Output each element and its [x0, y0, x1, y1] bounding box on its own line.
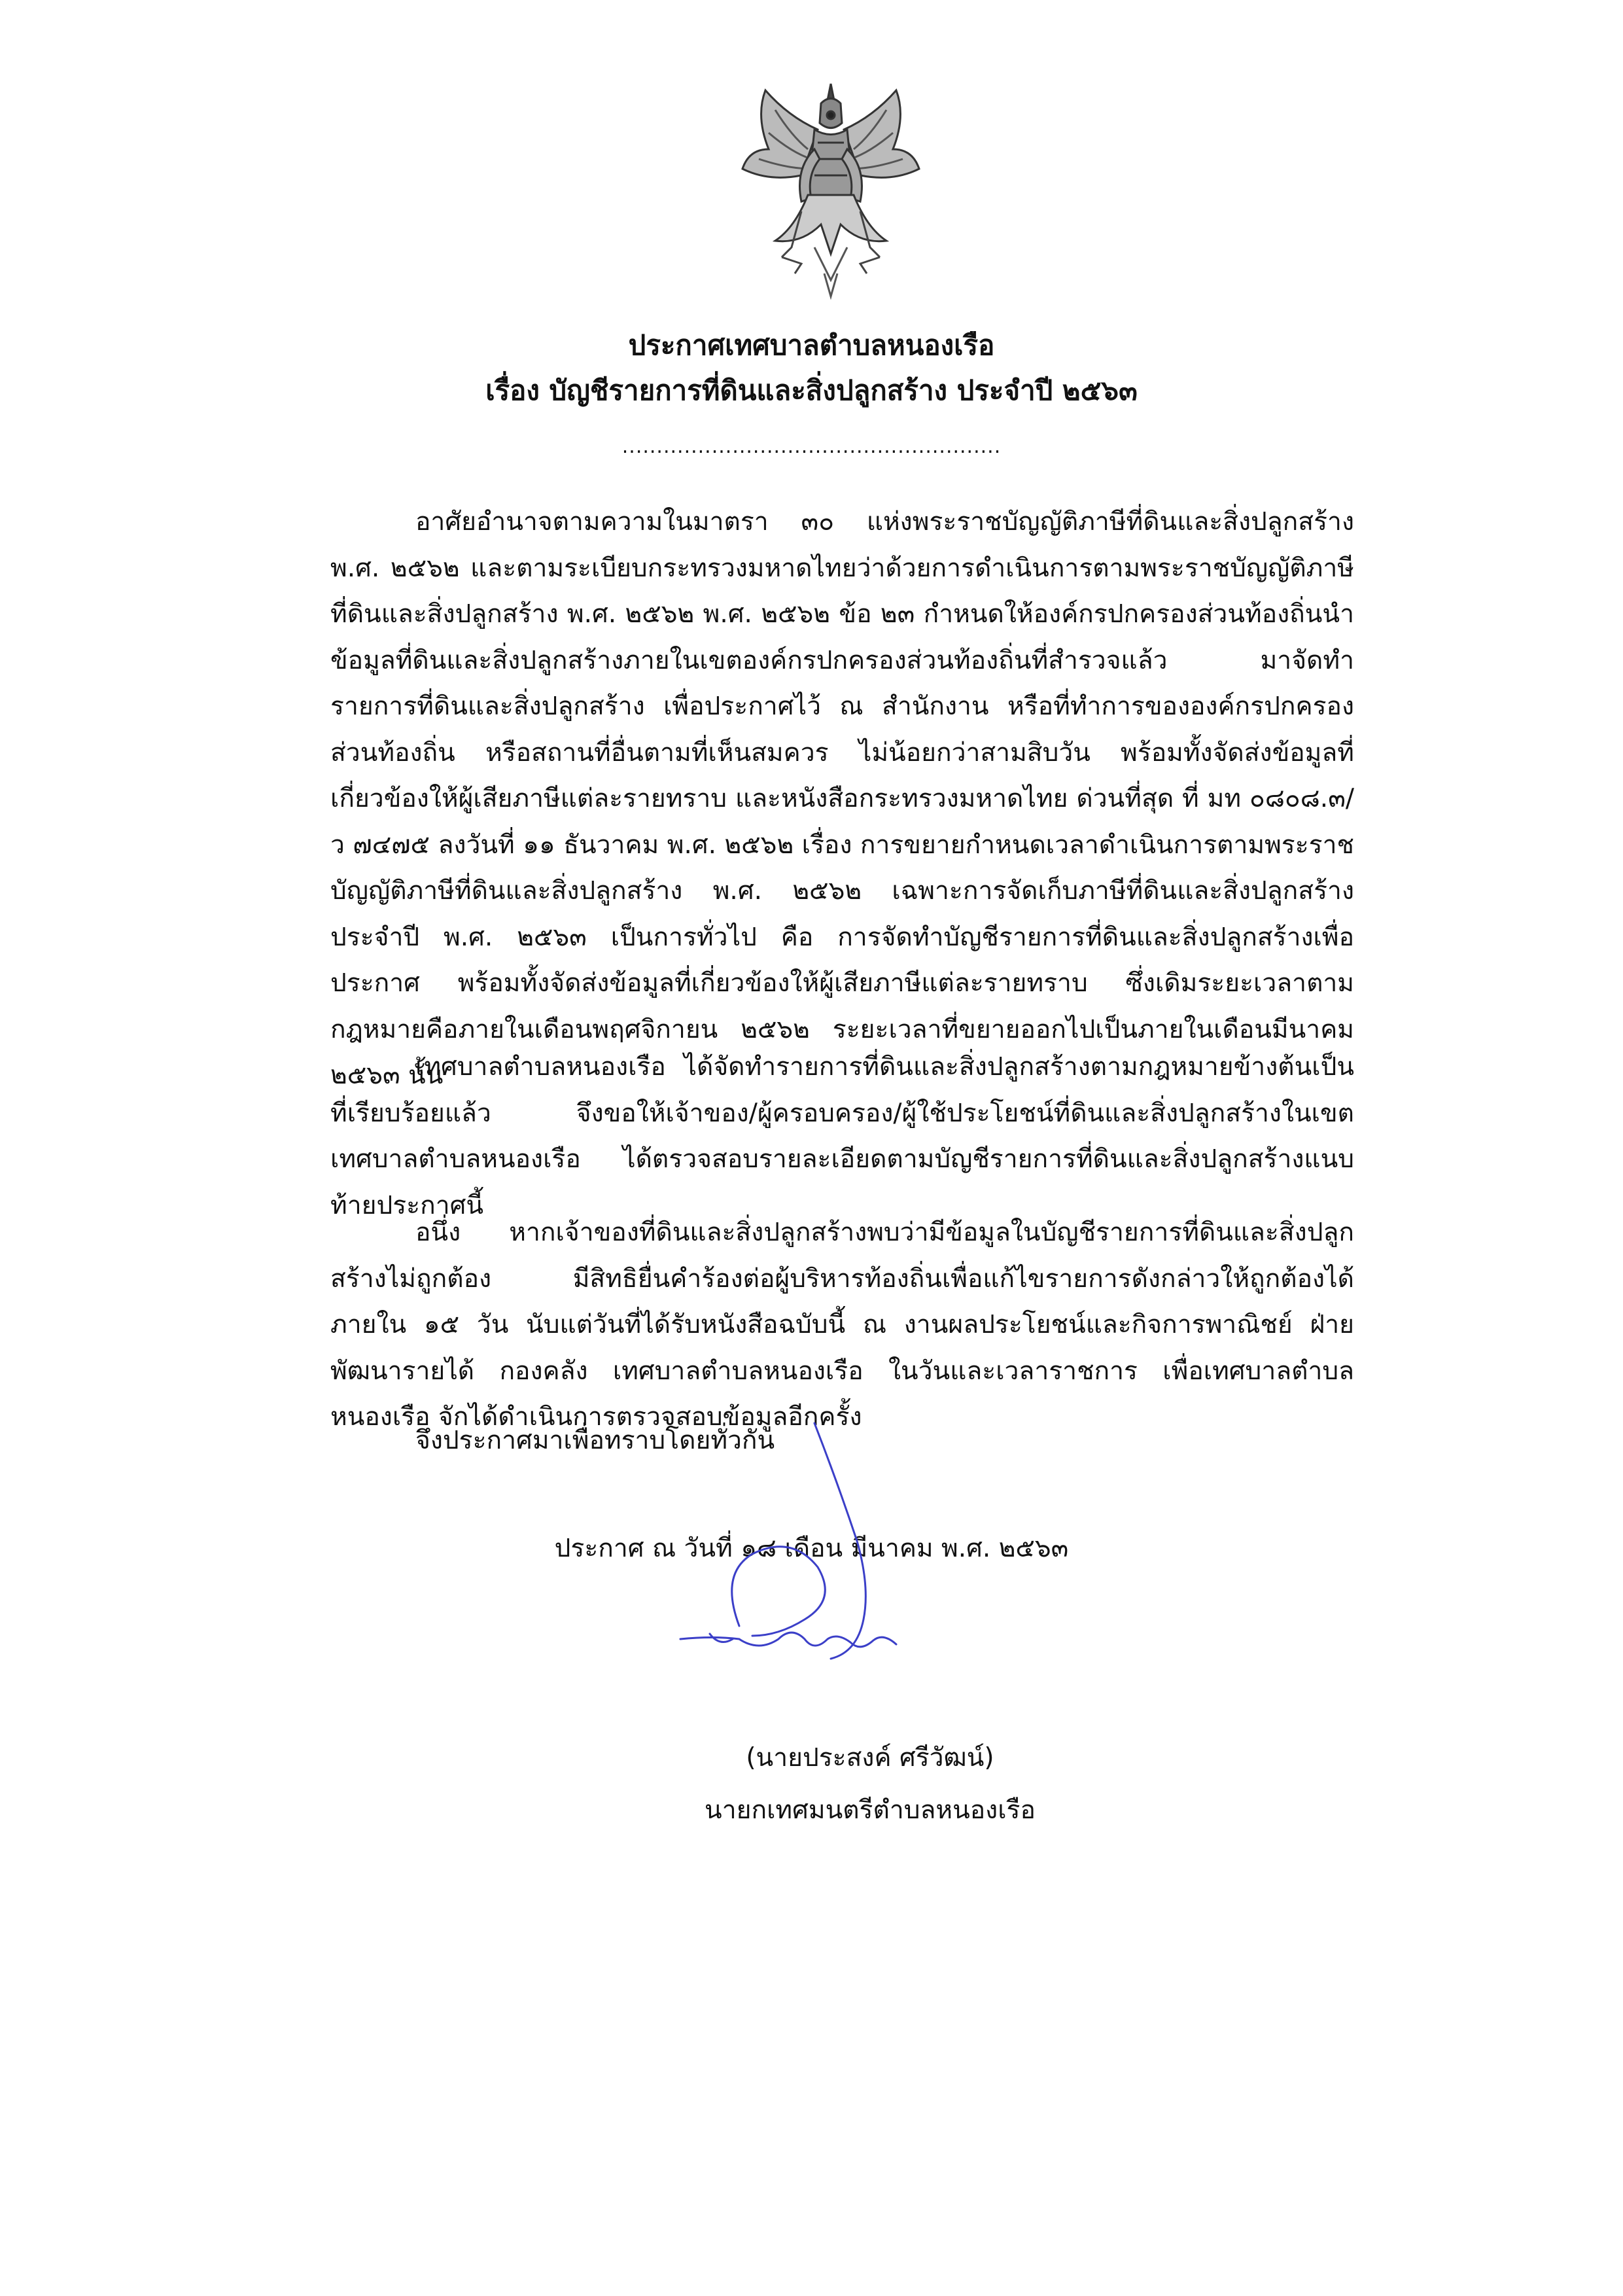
closing-statement: จึงประกาศมาเพื่อทราบโดยทั่วกัน [415, 1426, 775, 1455]
signer-name: (นายประสงค์ ศรีวัฒน์) [746, 1743, 994, 1773]
handwritten-signature-icon [641, 1410, 1034, 1737]
announcement-date: ประกาศ ณ วันที่ ๑๘ เดือน มีนาคม พ.ศ. ๒๕๖๓ [554, 1534, 1069, 1563]
body-paragraph-1: อาศัยอำนาจตามความในมาตรา ๓๐ แห่งพระราชบัญญัติภาษีที่ดินและสิ่งปลูกสร้าง พ.ศ. ๒๕๖๒ และตามระเบียบกระทรวงมหาดไทยว่าด้วยการดำเนินการตามพระราชบัญญัติภาษีที่ดินและสิ่งปลูกสร้าง พ.ศ. ๒๕๖๒ พ.ศ. ๒๕๖๒ ข้อ ๒๓ กำหนดให้องค์กรปกครองส่วนท้องถิ่นนำข้อมูลที่ดินและสิ่งปลูกสร้างภายในเขตองค์กรปกครองส่วนท้องถิ่นที่สำรวจแล้ว มาจัดทำรายการที่ดินและสิ่งปลูกสร้าง เพื่อประกาศไว้ ณ สำนักงาน หรือที่ทำการขององค์กรปกครองส่วนท้องถิ่น หรือสถานที่อื่นตามที่เห็นสมควร ไม่น้อยกว่าสามสิบวัน พร้อมทั้งจัดส่งข้อมูลที่เกี่ยวข้องให้ผู้เสียภาษีแต่ละรายทราบ และหนังสือกระทรวงมหาดไทย ด่วนที่สุด ที่ มท ๐๘๐๘.๓/ว ๗๔๗๕ ลงวันที่ ๑๑ ธันวาคม พ.ศ. ๒๕๖๒ เรื่อง การขยายกำหนดเวลาดำเนินการตามพระราชบัญญัติภาษีที่ดินและสิ่งปลูกสร้าง พ.ศ. ๒๕๖๒ เฉพาะการจัดเก็บภาษีที่ดินและสิ่งปลูกสร้าง ประจำปี พ.ศ. ๒๕๖๓ เป็นการทั่วไป คือ การจัดทำบัญชีรายการที่ดินและสิ่งปลูกสร้างเพื่อประกาศ พร้อมทั้งจัดส่งข้อมูลที่เกี่ยวข้องให้ผู้เสียภาษีแต่ละรายทราบ ซึ่งเดิมระยะเวลาตามกฎหมายคือภายในเดือนพฤศจิกายน ๒๕๖๒ ระยะเวลาที่ขยายออกไปเป็นภายในเดือนมีนาคม ๒๕๖๓ นั้น [330, 507, 1354, 1090]
signer-position: นายกเทศมนตรีตำบลหนองเรือ [705, 1795, 1036, 1825]
garuda-emblem-icon [729, 77, 932, 300]
announcement-title: ประกาศเทศบาลตำบลหนองเรือ [628, 329, 995, 361]
announcement-subject: เรื่อง บัญชีรายการที่ดินและสิ่งปลูกสร้าง ประจำปี ๒๕๖๓ [485, 374, 1138, 406]
body-paragraph-2: เทศบาลตำบลหนองเรือ ได้จัดทำรายการที่ดินและสิ่งปลูกสร้างตามกฎหมายข้างต้นเป็นที่เรียบร้อยแล้ว จึงขอให้เจ้าของ/ผู้ครอบครอง/ผู้ใช้ประโยชน์ที่ดินและสิ่งปลูกสร้างในเขตเทศบาลตำบลหนองเรือ ได้ตรวจสอบรายละเอียดตามบัญชีรายการที่ดินและสิ่งปลูกสร้างแนบท้ายประกาศนี้ [330, 1052, 1354, 1220]
body-paragraph-1-container [330, 499, 1354, 1099]
title-divider: ....................................................... [621, 435, 1002, 458]
body-paragraph-3: อนึ่ง หากเจ้าของที่ดินและสิ่งปลูกสร้างพบว่ามีข้อมูลในบัญชีรายการที่ดินและสิ่งปลูกสร้างไม่ถูกต้อง มีสิทธิยื่นคำร้องต่อผู้บริหารท้องถิ่นเพื่อแก้ไขรายการดังกล่าวให้ถูกต้องได้ ภายใน ๑๕ วัน นับแต่วันที่ได้รับหนังสือฉบับนี้ ณ งานผลประโยชน์และกิจการพาณิชย์ ฝ่ายพัฒนารายได้ กองคลัง เทศบาลตำบลหนองเรือ ในวันและเวลาราชการ เพื่อเทศบาลตำบลหนองเรือ จักได้ดำเนินการตรวจสอบข้อมูลอีกครั้ง [330, 1218, 1354, 1432]
